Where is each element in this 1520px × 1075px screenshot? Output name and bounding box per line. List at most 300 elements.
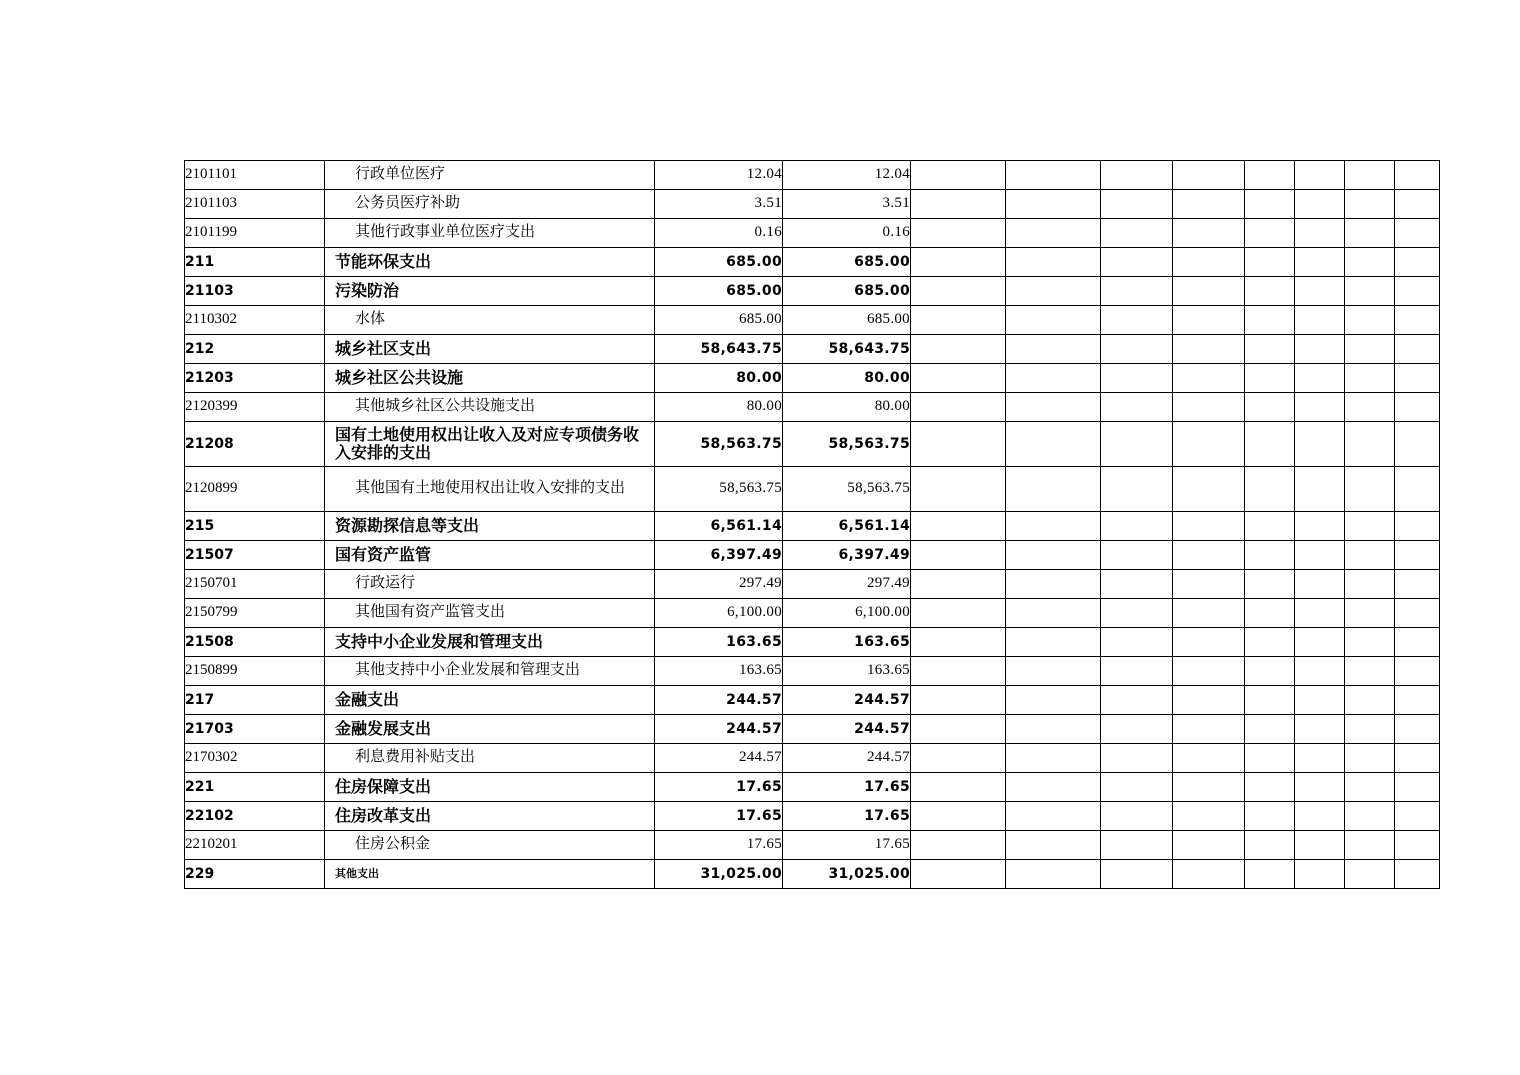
row-blank-cell: [1006, 161, 1101, 190]
row-blank-cell: [911, 860, 1006, 889]
table-row: [185, 248, 1440, 277]
row-blank-cell: [1101, 190, 1173, 219]
row-blank-cell: [1101, 802, 1173, 831]
row-blank-cell: [1345, 541, 1395, 570]
row-amount-1: 17.65: [655, 831, 783, 860]
row-blank-cell: [1006, 422, 1101, 467]
row-blank-cell: [1173, 773, 1245, 802]
row-blank-cell: [1295, 190, 1345, 219]
row-blank-cell: [1295, 686, 1345, 715]
row-amount-2: 17.65: [783, 831, 911, 860]
row-code: 21703: [185, 715, 325, 744]
row-blank-cell: [1101, 860, 1173, 889]
row-blank-cell: [911, 467, 1006, 512]
row-blank-cell: [1395, 248, 1440, 277]
row-blank-cell: [1173, 277, 1245, 306]
row-blank-cell: [1345, 657, 1395, 686]
row-blank-cell: [1173, 306, 1245, 335]
row-blank-cell: [1295, 277, 1345, 306]
table-row: [185, 686, 1440, 715]
row-blank-cell: [1101, 570, 1173, 599]
row-blank-cell: [1345, 277, 1395, 306]
row-blank-cell: [1245, 860, 1295, 889]
table-row: [185, 161, 1440, 190]
row-code: 2170302: [185, 744, 325, 773]
row-blank-cell: [911, 657, 1006, 686]
row-amount-1: 685.00: [655, 248, 783, 277]
row-blank-cell: [1345, 393, 1395, 422]
row-blank-cell: [1173, 422, 1245, 467]
budget-table: [184, 160, 1440, 889]
row-amount-2: 163.65: [783, 657, 911, 686]
row-blank-cell: [1006, 802, 1101, 831]
row-blank-cell: [1173, 248, 1245, 277]
row-blank-cell: [1173, 570, 1245, 599]
row-blank-cell: [1345, 860, 1395, 889]
row-blank-cell: [911, 773, 1006, 802]
table-row: [185, 831, 1440, 860]
row-name: 公务员医疗补助: [325, 190, 655, 219]
row-blank-cell: [1295, 715, 1345, 744]
row-amount-1: 6,561.14: [655, 512, 783, 541]
row-blank-cell: [1395, 570, 1440, 599]
row-name: 城乡社区公共设施: [325, 364, 655, 393]
row-code: 2150701: [185, 570, 325, 599]
row-blank-cell: [1173, 657, 1245, 686]
row-blank-cell: [1395, 541, 1440, 570]
row-amount-1: 58,643.75: [655, 335, 783, 364]
row-blank-cell: [1006, 860, 1101, 889]
row-amount-1: 0.16: [655, 219, 783, 248]
row-blank-cell: [1245, 773, 1295, 802]
row-blank-cell: [1395, 393, 1440, 422]
row-blank-cell: [1101, 277, 1173, 306]
row-blank-cell: [1006, 628, 1101, 657]
row-blank-cell: [1295, 422, 1345, 467]
row-blank-cell: [911, 161, 1006, 190]
row-blank-cell: [1245, 422, 1295, 467]
row-code: 21203: [185, 364, 325, 393]
row-blank-cell: [911, 686, 1006, 715]
row-amount-1: 6,397.49: [655, 541, 783, 570]
row-blank-cell: [1345, 248, 1395, 277]
row-blank-cell: [1101, 831, 1173, 860]
row-blank-cell: [1006, 686, 1101, 715]
row-amount-2: 3.51: [783, 190, 911, 219]
row-blank-cell: [1245, 190, 1295, 219]
row-blank-cell: [1006, 248, 1101, 277]
row-amount-1: 297.49: [655, 570, 783, 599]
row-name: 行政单位医疗: [325, 161, 655, 190]
row-blank-cell: [1101, 541, 1173, 570]
row-blank-cell: [911, 715, 1006, 744]
row-amount-2: 17.65: [783, 802, 911, 831]
row-name: 行政运行: [325, 570, 655, 599]
row-code: 2101103: [185, 190, 325, 219]
row-amount-1: 244.57: [655, 744, 783, 773]
row-blank-cell: [1395, 802, 1440, 831]
row-blank-cell: [1245, 306, 1295, 335]
row-blank-cell: [1295, 335, 1345, 364]
table-row: [185, 277, 1440, 306]
table-row: [185, 422, 1440, 467]
row-blank-cell: [1245, 335, 1295, 364]
row-blank-cell: [911, 744, 1006, 773]
row-blank-cell: [1295, 657, 1345, 686]
row-name: 国有资产监管: [325, 541, 655, 570]
row-blank-cell: [911, 422, 1006, 467]
row-amount-2: 685.00: [783, 248, 911, 277]
row-blank-cell: [1395, 422, 1440, 467]
row-blank-cell: [1173, 364, 1245, 393]
row-blank-cell: [1245, 512, 1295, 541]
row-code: 22102: [185, 802, 325, 831]
row-name: 住房改革支出: [325, 802, 655, 831]
table-row: [185, 715, 1440, 744]
table-row: [185, 744, 1440, 773]
row-blank-cell: [1345, 715, 1395, 744]
table-row: [185, 512, 1440, 541]
table-row: [185, 306, 1440, 335]
row-blank-cell: [1245, 393, 1295, 422]
row-amount-1: 685.00: [655, 277, 783, 306]
row-blank-cell: [911, 628, 1006, 657]
row-amount-1: 163.65: [655, 657, 783, 686]
row-blank-cell: [911, 190, 1006, 219]
row-blank-cell: [1101, 686, 1173, 715]
row-blank-cell: [1345, 467, 1395, 512]
row-blank-cell: [1245, 628, 1295, 657]
row-code: 212: [185, 335, 325, 364]
row-blank-cell: [1101, 628, 1173, 657]
row-amount-2: 0.16: [783, 219, 911, 248]
row-blank-cell: [1345, 219, 1395, 248]
row-blank-cell: [1006, 512, 1101, 541]
row-name: 污染防治: [325, 277, 655, 306]
row-blank-cell: [1295, 599, 1345, 628]
row-blank-cell: [1101, 657, 1173, 686]
row-blank-cell: [1245, 657, 1295, 686]
row-blank-cell: [1006, 744, 1101, 773]
row-blank-cell: [1245, 364, 1295, 393]
row-name: 利息费用补贴支出: [325, 744, 655, 773]
row-code: 21208: [185, 422, 325, 467]
row-blank-cell: [1345, 512, 1395, 541]
table-row: [185, 773, 1440, 802]
row-code: 215: [185, 512, 325, 541]
row-blank-cell: [1006, 715, 1101, 744]
row-blank-cell: [1295, 161, 1345, 190]
row-blank-cell: [1173, 219, 1245, 248]
row-blank-cell: [1006, 393, 1101, 422]
row-code: 2150899: [185, 657, 325, 686]
table-row: [185, 219, 1440, 248]
row-blank-cell: [1395, 773, 1440, 802]
row-amount-1: 685.00: [655, 306, 783, 335]
row-code: 21507: [185, 541, 325, 570]
table-row: [185, 802, 1440, 831]
row-name: 其他国有资产监管支出: [325, 599, 655, 628]
row-amount-1: 6,100.00: [655, 599, 783, 628]
row-blank-cell: [1295, 541, 1345, 570]
row-code: 229: [185, 860, 325, 889]
row-blank-cell: [1006, 773, 1101, 802]
row-blank-cell: [1345, 773, 1395, 802]
table-row: [185, 657, 1440, 686]
row-amount-2: 163.65: [783, 628, 911, 657]
row-name: 金融支出: [325, 686, 655, 715]
row-name: 住房公积金: [325, 831, 655, 860]
row-blank-cell: [1395, 190, 1440, 219]
row-amount-2: 58,643.75: [783, 335, 911, 364]
table-row: [185, 190, 1440, 219]
row-blank-cell: [1345, 364, 1395, 393]
row-amount-2: 58,563.75: [783, 467, 911, 512]
row-blank-cell: [1395, 161, 1440, 190]
row-blank-cell: [1173, 831, 1245, 860]
row-amount-1: 31,025.00: [655, 860, 783, 889]
row-blank-cell: [1295, 467, 1345, 512]
row-amount-1: 17.65: [655, 802, 783, 831]
row-blank-cell: [1006, 277, 1101, 306]
row-blank-cell: [911, 831, 1006, 860]
row-code: 2101101: [185, 161, 325, 190]
row-code: 211: [185, 248, 325, 277]
row-blank-cell: [1245, 161, 1295, 190]
row-blank-cell: [1345, 335, 1395, 364]
row-blank-cell: [1173, 802, 1245, 831]
row-blank-cell: [1345, 161, 1395, 190]
row-blank-cell: [1395, 512, 1440, 541]
row-blank-cell: [1173, 686, 1245, 715]
row-blank-cell: [1295, 831, 1345, 860]
row-blank-cell: [1345, 422, 1395, 467]
row-blank-cell: [1295, 860, 1345, 889]
budget-table-container: [184, 160, 1409, 889]
row-blank-cell: [1245, 715, 1295, 744]
row-name: 其他行政事业单位医疗支出: [325, 219, 655, 248]
row-blank-cell: [1101, 422, 1173, 467]
row-blank-cell: [1006, 364, 1101, 393]
table-row: [185, 599, 1440, 628]
row-name: 其他城乡社区公共设施支出: [325, 393, 655, 422]
row-blank-cell: [911, 512, 1006, 541]
row-blank-cell: [1101, 512, 1173, 541]
row-blank-cell: [1173, 860, 1245, 889]
row-blank-cell: [1395, 860, 1440, 889]
row-blank-cell: [1173, 599, 1245, 628]
row-blank-cell: [1295, 570, 1345, 599]
row-amount-2: 685.00: [783, 277, 911, 306]
row-name: 其他国有土地使用权出让收入安排的支出: [325, 467, 655, 512]
row-blank-cell: [1006, 599, 1101, 628]
row-name: 其他支持中小企业发展和管理支出: [325, 657, 655, 686]
table-row: [185, 364, 1440, 393]
row-blank-cell: [1395, 686, 1440, 715]
row-amount-1: 244.57: [655, 686, 783, 715]
row-blank-cell: [1173, 628, 1245, 657]
row-blank-cell: [911, 364, 1006, 393]
row-blank-cell: [1395, 335, 1440, 364]
row-blank-cell: [1245, 802, 1295, 831]
row-blank-cell: [1245, 277, 1295, 306]
row-amount-2: 6,100.00: [783, 599, 911, 628]
row-code: 217: [185, 686, 325, 715]
row-blank-cell: [1295, 393, 1345, 422]
row-blank-cell: [1245, 599, 1295, 628]
row-amount-2: 12.04: [783, 161, 911, 190]
row-blank-cell: [1173, 744, 1245, 773]
row-blank-cell: [1395, 715, 1440, 744]
row-blank-cell: [1101, 219, 1173, 248]
row-blank-cell: [1245, 541, 1295, 570]
row-name: 水体: [325, 306, 655, 335]
row-blank-cell: [911, 541, 1006, 570]
row-amount-1: 17.65: [655, 773, 783, 802]
row-name: 其他支出: [325, 860, 655, 889]
row-blank-cell: [911, 599, 1006, 628]
row-amount-2: 31,025.00: [783, 860, 911, 889]
row-blank-cell: [1006, 831, 1101, 860]
row-blank-cell: [911, 277, 1006, 306]
row-blank-cell: [1101, 773, 1173, 802]
row-name: 节能环保支出: [325, 248, 655, 277]
row-amount-2: 244.57: [783, 744, 911, 773]
row-code: 2210201: [185, 831, 325, 860]
row-blank-cell: [911, 219, 1006, 248]
row-amount-2: 58,563.75: [783, 422, 911, 467]
row-amount-2: 297.49: [783, 570, 911, 599]
row-amount-1: 244.57: [655, 715, 783, 744]
budget-table-body: [185, 161, 1440, 889]
row-name: 住房保障支出: [325, 773, 655, 802]
row-amount-2: 80.00: [783, 393, 911, 422]
table-row: [185, 393, 1440, 422]
row-blank-cell: [1006, 541, 1101, 570]
row-blank-cell: [1245, 248, 1295, 277]
row-name: 国有土地使用权出让收入及对应专项债务收入安排的支出: [325, 422, 655, 467]
row-amount-1: 80.00: [655, 364, 783, 393]
row-code: 21103: [185, 277, 325, 306]
row-amount-1: 3.51: [655, 190, 783, 219]
row-blank-cell: [1295, 219, 1345, 248]
row-blank-cell: [1101, 467, 1173, 512]
row-name: 金融发展支出: [325, 715, 655, 744]
row-blank-cell: [911, 306, 1006, 335]
row-blank-cell: [1295, 773, 1345, 802]
row-blank-cell: [911, 802, 1006, 831]
row-blank-cell: [1345, 306, 1395, 335]
row-blank-cell: [1101, 364, 1173, 393]
table-row: [185, 860, 1440, 889]
row-blank-cell: [1395, 277, 1440, 306]
row-blank-cell: [1395, 628, 1440, 657]
row-blank-cell: [1173, 393, 1245, 422]
row-blank-cell: [1006, 467, 1101, 512]
row-blank-cell: [1395, 599, 1440, 628]
row-blank-cell: [1006, 570, 1101, 599]
row-blank-cell: [1345, 744, 1395, 773]
row-blank-cell: [1395, 657, 1440, 686]
row-blank-cell: [1006, 306, 1101, 335]
row-blank-cell: [1295, 628, 1345, 657]
row-blank-cell: [911, 570, 1006, 599]
row-amount-1: 163.65: [655, 628, 783, 657]
row-amount-1: 58,563.75: [655, 467, 783, 512]
row-blank-cell: [1245, 219, 1295, 248]
row-blank-cell: [1395, 219, 1440, 248]
row-blank-cell: [1245, 744, 1295, 773]
row-blank-cell: [1101, 393, 1173, 422]
row-blank-cell: [1101, 161, 1173, 190]
row-blank-cell: [1295, 248, 1345, 277]
row-code: 2120899: [185, 467, 325, 512]
row-blank-cell: [1345, 686, 1395, 715]
row-blank-cell: [911, 393, 1006, 422]
row-blank-cell: [1295, 744, 1345, 773]
row-blank-cell: [1173, 190, 1245, 219]
row-blank-cell: [1295, 364, 1345, 393]
row-blank-cell: [1345, 831, 1395, 860]
row-blank-cell: [1295, 306, 1345, 335]
row-blank-cell: [1395, 306, 1440, 335]
row-blank-cell: [1345, 802, 1395, 831]
row-blank-cell: [1006, 657, 1101, 686]
row-amount-2: 6,397.49: [783, 541, 911, 570]
row-blank-cell: [1345, 190, 1395, 219]
row-code: 221: [185, 773, 325, 802]
row-blank-cell: [1173, 715, 1245, 744]
row-amount-2: 17.65: [783, 773, 911, 802]
row-amount-1: 58,563.75: [655, 422, 783, 467]
row-amount-1: 80.00: [655, 393, 783, 422]
row-name: 支持中小企业发展和管理支出: [325, 628, 655, 657]
row-amount-1: 12.04: [655, 161, 783, 190]
row-amount-2: 685.00: [783, 306, 911, 335]
table-row: [185, 570, 1440, 599]
table-row: [185, 541, 1440, 570]
row-blank-cell: [911, 335, 1006, 364]
row-blank-cell: [1006, 219, 1101, 248]
row-blank-cell: [1101, 306, 1173, 335]
table-row: [185, 467, 1440, 512]
row-blank-cell: [1101, 599, 1173, 628]
row-blank-cell: [1245, 467, 1295, 512]
row-blank-cell: [1173, 541, 1245, 570]
row-blank-cell: [911, 248, 1006, 277]
row-blank-cell: [1345, 570, 1395, 599]
row-blank-cell: [1173, 161, 1245, 190]
row-code: 2120399: [185, 393, 325, 422]
row-name: 城乡社区支出: [325, 335, 655, 364]
row-blank-cell: [1245, 686, 1295, 715]
row-amount-2: 6,561.14: [783, 512, 911, 541]
row-blank-cell: [1295, 512, 1345, 541]
row-blank-cell: [1006, 335, 1101, 364]
row-blank-cell: [1101, 335, 1173, 364]
row-blank-cell: [1006, 190, 1101, 219]
row-blank-cell: [1101, 248, 1173, 277]
row-blank-cell: [1395, 831, 1440, 860]
row-amount-2: 244.57: [783, 686, 911, 715]
table-row: [185, 628, 1440, 657]
row-blank-cell: [1173, 335, 1245, 364]
row-blank-cell: [1101, 744, 1173, 773]
row-amount-2: 244.57: [783, 715, 911, 744]
row-blank-cell: [1245, 570, 1295, 599]
row-blank-cell: [1345, 628, 1395, 657]
row-blank-cell: [1101, 715, 1173, 744]
